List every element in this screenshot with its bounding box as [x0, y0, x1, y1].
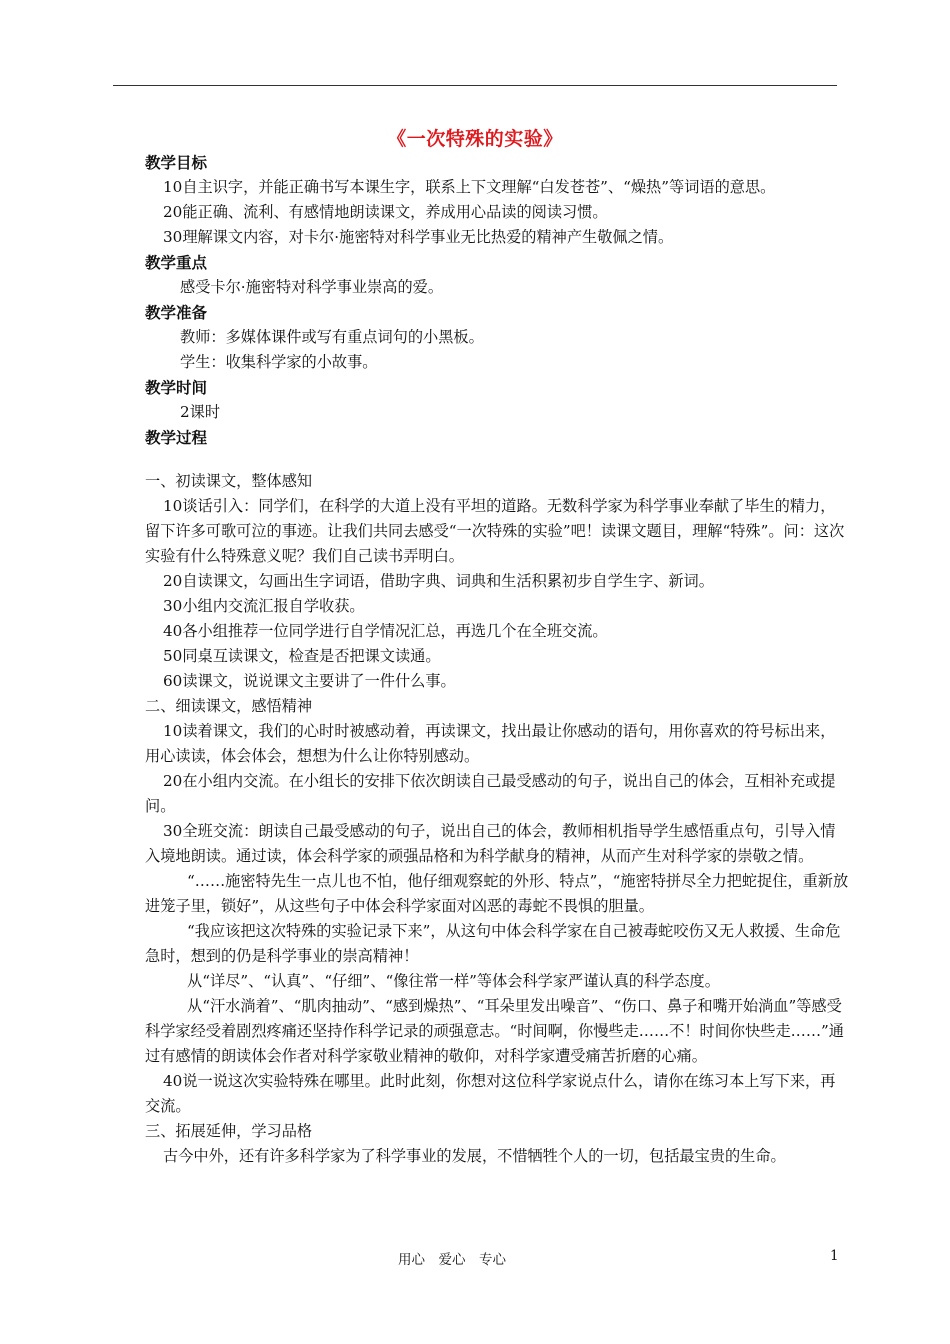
goal-item: 30理解课文内容，对卡尔·施密特对科学事业无比热爱的精神产生敬佩之情。 [163, 228, 674, 246]
time-heading: 教学时间 [145, 378, 208, 397]
goal-item: 20能正确、流利、有感情地朗读课文，养成用心品读的阅读习惯。 [163, 203, 608, 221]
header-rule [113, 85, 837, 86]
footer-motto: 用心 爱心 专心 [398, 1252, 506, 1268]
part1-title: 一、初读课文，整体感知 [145, 472, 313, 490]
part1-item: 30小组内交流汇报自学收获。 [163, 597, 365, 615]
part1-item: 20自读课文，勾画出生字词语，借助字典、词典和生活积累初步自学生字、新词。 [163, 572, 714, 590]
time-text: 2课时 [180, 403, 221, 421]
prep-item: 教师：多媒体课件或写有重点词句的小黑板。 [180, 328, 484, 346]
focus-text: 感受卡尔·施密特对科学事业崇高的爱。 [180, 278, 444, 296]
part2-item: 30全班交流：朗读自己最受感动的句子，说出自己的体会，教师相机指导学生感悟重点句，引导入情入境地朗读。通过读，体会科学家的顽强品格和为科学献身的精神，从而产生对科学家的崇敬之情。 [145, 822, 836, 865]
document-title: 《一次特殊的实验》 [387, 128, 563, 150]
part1-item: 40各小组推荐一位同学进行自学情况汇总，再选几个在全班交流。 [163, 622, 608, 640]
goal-item: 10自主识字，并能正确书写本课生字，联系上下文理解“白发苍苍”、“燥热”等词语的意思。 [163, 178, 776, 196]
part1-item: 10谈话引入：同学们，在科学的大道上没有平坦的道路。无数科学家为科学事业奉献了毕生的精力，留下许多可歌可泣的事迹。让我们共同去感受“一次特殊的实验”吧！读课文题目，理解“特殊”。问：这次实验有什么特殊意义呢？我们自己读书弄明白。 [145, 497, 845, 565]
part2-quote: 从“详尽”、“认真”、“仔细”、“像往常一样”等体会科学家严谨认真的科学态度。 [187, 972, 720, 990]
part3-title: 三、拓展延伸，学习品格 [145, 1122, 313, 1140]
part2-title: 二、细读课文，感悟精神 [145, 697, 313, 715]
page-number: 1 [830, 1248, 839, 1264]
part2-item: 10读着课文，我们的心时时被感动着，再读课文，找出最让你感动的语句，用你喜欢的符号标出来，用心读读，体会体会，想想为什么让你特别感动。 [145, 722, 836, 765]
part2-item: 40说一说这次实验特殊在哪里。此时此刻，你想对这位科学家说点什么，请你在练习本上写下来，再交流。 [145, 1072, 836, 1115]
part2-quote: “我应该把这次特殊的实验记录下来”，从这句中体会科学家在自己被毒蛇咬伤又无人救援、生命危急时，想到的仍是科学事业的崇高精神！ [145, 922, 841, 965]
part1-item: 50同桌互读课文，检查是否把课文读通。 [163, 647, 441, 665]
part1-item: 60读课文，说说课文主要讲了一件什么事。 [163, 672, 456, 690]
prep-heading: 教学准备 [145, 303, 208, 322]
part2-quote: “……施密特先生一点儿也不怕，他仔细观察蛇的外形、特点”，“施密特拼尽全力把蛇捉住，重新放进笼子里，锁好”，从这些句子中体会科学家面对凶恶的毒蛇不畏惧的胆量。 [145, 872, 849, 915]
part3-text: 古今中外，还有许多科学家为了科学事业的发展，不惜牺牲个人的一切，包括最宝贵的生命。 [163, 1147, 786, 1165]
part2-item: 20在小组内交流。在小组长的安排下依次朗读自己最受感动的句子，说出自己的体会，互相补充或提问。 [145, 772, 836, 815]
goals-heading: 教学目标 [145, 153, 208, 172]
process-heading: 教学过程 [145, 428, 208, 447]
prep-item: 学生：收集科学家的小故事。 [180, 353, 378, 371]
document-body [145, 150, 850, 1169]
part2-quote: 从“汗水淌着”、“肌肉抽动”、“感到燥热”、“耳朵里发出噪音”、“伤口、鼻子和嘴开始淌血”等感受科学家经受着剧烈疼痛还坚持作科学记录的顽强意志。“时间啊，你慢些走……不！时间你快些走……”通过有感情的朗读体会作者对科学家敬业精神的敬仰，对科学家遭受痛苦折磨的心痛。 [145, 997, 844, 1065]
focus-heading: 教学重点 [145, 253, 208, 272]
